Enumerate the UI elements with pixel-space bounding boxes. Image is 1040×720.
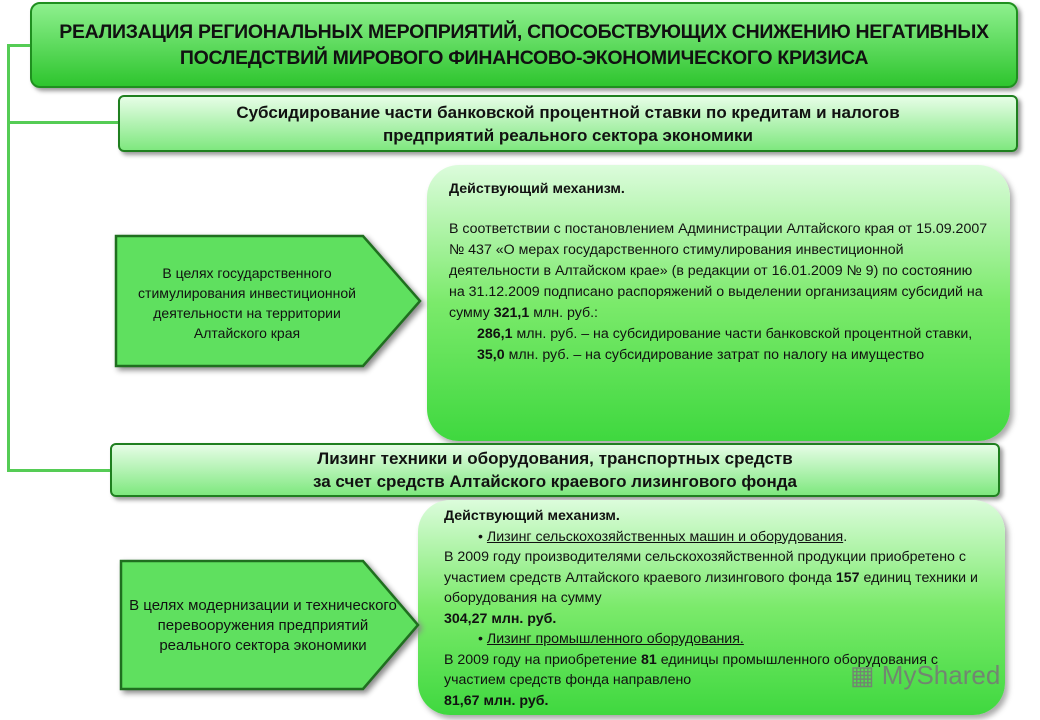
page-title: РЕАЛИЗАЦИЯ РЕГИОНАЛЬНЫХ МЕРОПРИЯТИЙ, СПОСОБСТВУЮЩИХ СНИЖЕНИЮ НЕГАТИВНЫХ ПОСЛЕДСТВИЙ МИРОВОГО ФИНАНСОВО-ЭКОНОМИЧЕСКОГО КРИЗИСА [30,2,1018,88]
mechanism-text: В соответствии с постановлением Администрации Алтайского края от 15.09.2007 № 437 «О мерах государственного стимулирования инвестиционной деятельности в Алтайском крае» (в редакции от 16.01.2009 № 9) по состоянию на 31.12.2009 подписано распоряжений о выделении организациям субсидий на сумму 321,1 млн. руб.: [449,221,988,321]
mechanism-label: Действующий механизм. [444,508,620,524]
section2-heading [110,443,1000,497]
item-property-tax: 35,0 млн. руб. – на субсидирование затрат по налогу на имущество [477,347,925,363]
section1-heading: Субсидирование части банковской процентной ставки по кредитам и налогов предприятий реального сектора экономики [118,95,1018,152]
watermark-logo: ▦ MyShared [850,660,1001,690]
bullet-industrial-leasing: • Лизинг промышленного оборудования. [478,631,744,647]
item-bank-rate: 286,1 млн. руб. – на субсидирование части банковской процентной ставки, [477,326,973,342]
connector-vertical [7,44,10,472]
connector-top [7,44,31,47]
connector-mid [7,121,119,124]
connector-bottom [7,469,111,472]
section2-heading-line2: за счет средств Алтайского краевого лизингового фонда [313,472,797,491]
section2-heading-line1: Лизинг техники и оборудования, транспортных средств [317,449,793,468]
industrial-leasing-text: В 2009 году на приобретение 81 единицы промышленного оборудования с участием средств фонда направлено 81,67 млн. руб. [444,651,938,709]
mechanism-label: Действующий механизм. [449,181,625,197]
agri-leasing-text: В 2009 году производителями сельскохозяйственной продукции приобретено с участием средств Алтайского краевого лизингового фонда 157 единиц техники и оборудования на сумму 304,27 млн. руб. [444,549,978,627]
bullet-agri-leasing: • Лизинг сельскохозяйственных машин и оборудования. [478,528,848,545]
section1-mechanism-card [427,165,1010,441]
section2-goal: В целях модернизации и технического перевооружения предприятий реального сектора экономики [129,596,397,654]
section1-goal: В целях государственного стимулирования инвестиционной деятельности на территории Алтайского края [138,264,356,341]
